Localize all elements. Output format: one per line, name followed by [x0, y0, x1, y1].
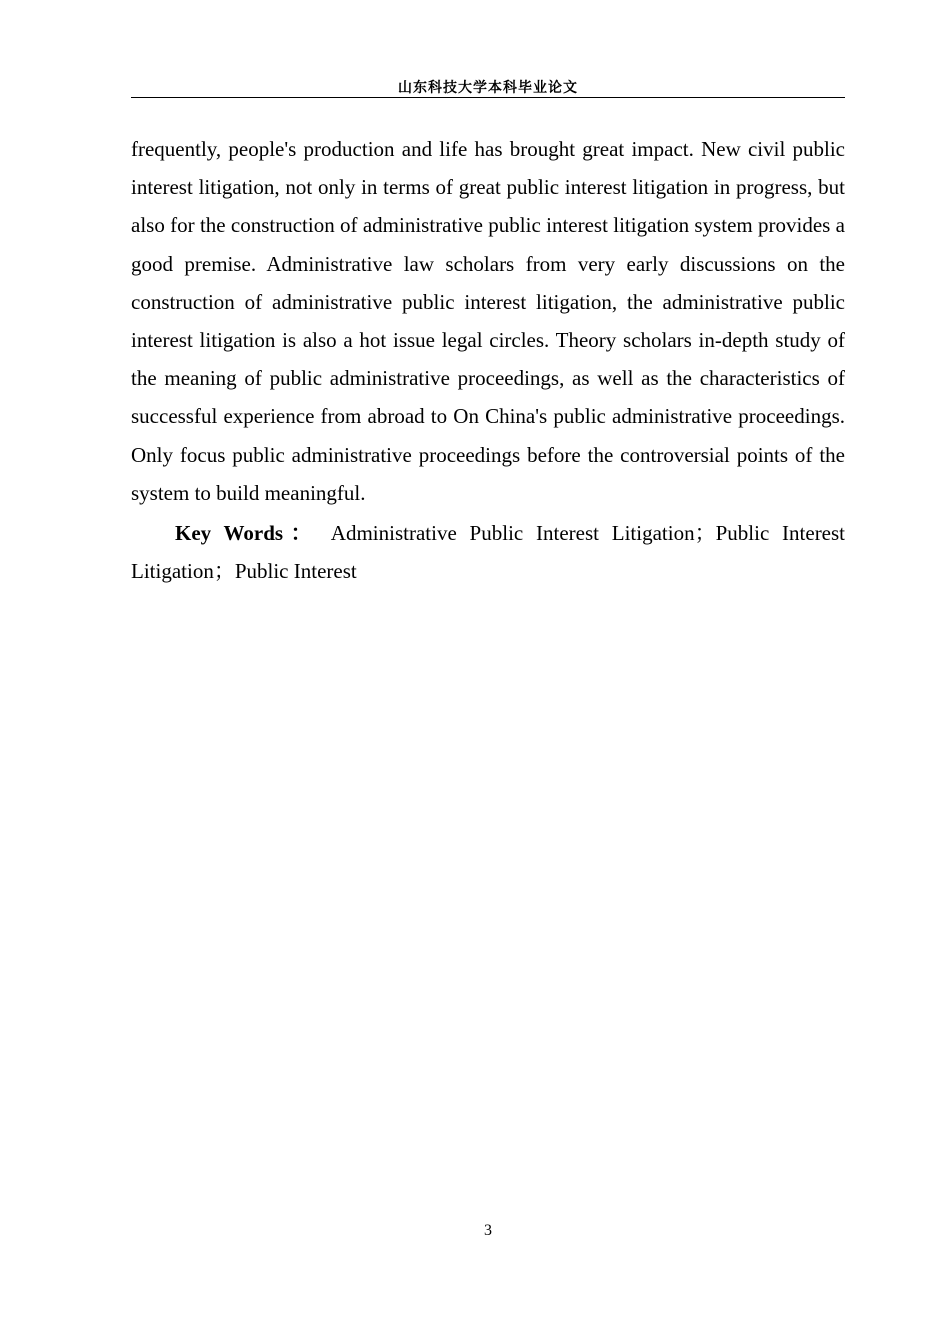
page-body [131, 130, 845, 590]
keywords-line [131, 514, 845, 590]
header-divider [131, 97, 845, 98]
page-header-title: 山东科技大学本科毕业论文 [398, 80, 578, 96]
abstract-paragraph: frequently, people's production and life has brought great impact. New civil public interest litigation, not only in terms of great public interest litigation in progress, but also for the construction of administrative public interest litigation system provides a good premise. Administrative law scholars from very early discussions on the construction of administrative public interest litigation, the administrative public interest litigation is also a hot issue legal circles. Theory scholars in-depth study of the meaning of public administrative proceedings, as well as the characteristics of successful experience from abroad to On China's public administrative proceedings. Only focus public administrative proceedings before the controversial points of the system to build meaningful. [131, 137, 845, 505]
keywords-text: Administrative Public Interest Litigation；Public Interest Litigation；Public Interest [131, 521, 846, 584]
page-number: 3 [484, 1222, 492, 1239]
keywords-label: Key Words： [175, 521, 320, 546]
